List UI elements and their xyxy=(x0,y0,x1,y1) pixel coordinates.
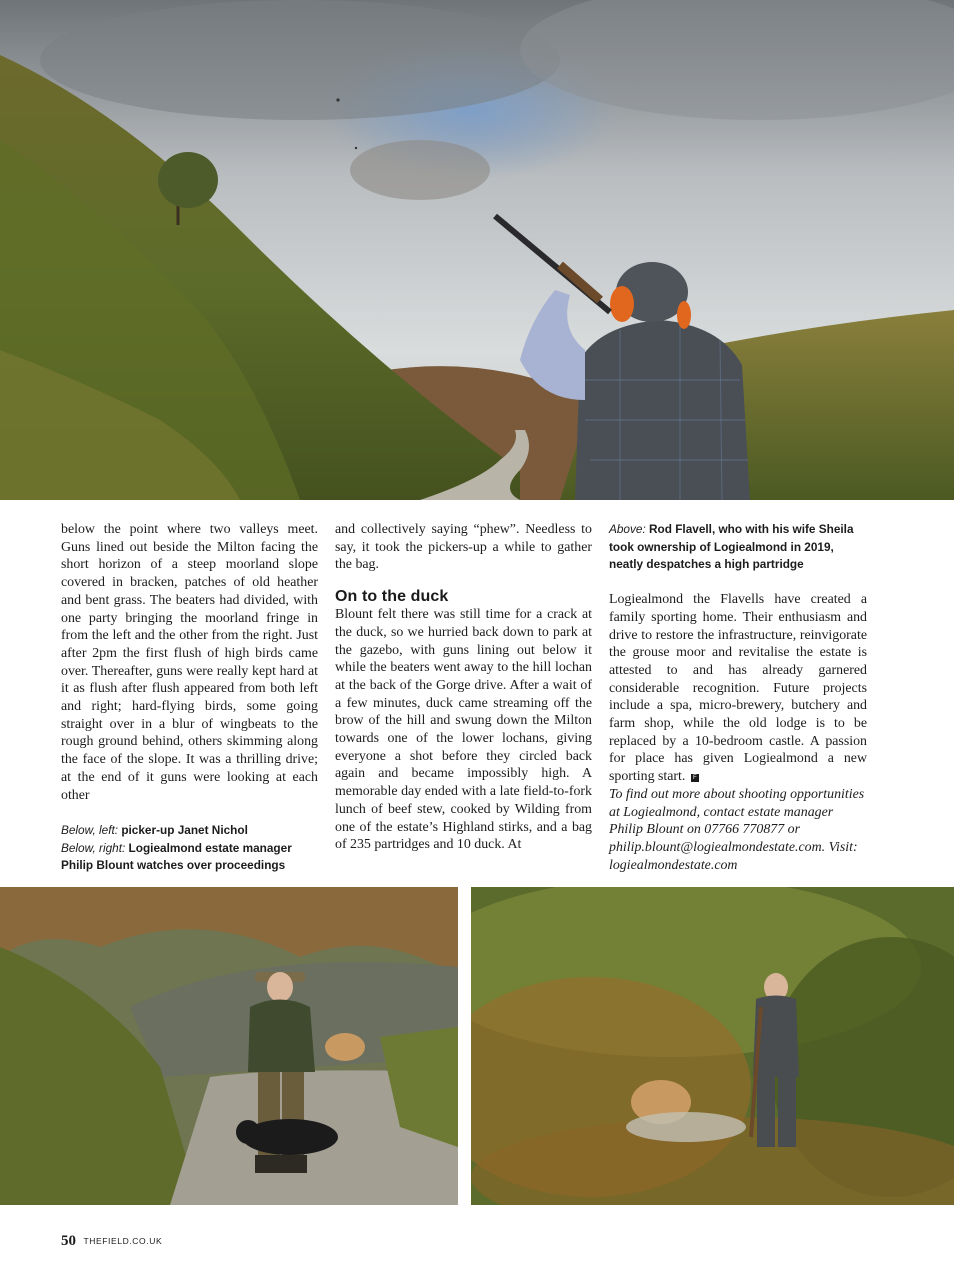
photo-caption-left: Below, left: picker-up Janet Nichol xyxy=(61,822,248,837)
top-photo-illustration xyxy=(0,0,954,500)
photo-caption-above: Above: Rod Flavell, who with his wife Sheila took ownership of Logiealmond in 2019, neatly despatches a high partridge xyxy=(609,522,854,572)
page-number: 50 xyxy=(61,1233,76,1249)
end-mark-icon: F xyxy=(691,774,699,782)
photo-bottom-right-illustration xyxy=(471,887,954,1205)
photo-caption-right: Below, right: Logiealmond estate manager Philip Blount watches over proceedings xyxy=(61,840,292,873)
subheading: On to the duck xyxy=(335,588,449,606)
page-footer xyxy=(61,1232,162,1250)
top-photo xyxy=(0,0,954,500)
body-text: Blount felt there was still time for a crack at the duck, so we hurried back down to park at the gazebo, with guns lining out below it while the beaters went away to the hill lochan at the back of the Gorge drive. After a wait of a few minutes, duck came streaming off the brow of the hill and swung down the Milton towards one of the lower lochans, giving everyone a shot before they circled back again and became impossibly high. A memorable day ended with a late field-to-fork lunch of beef stew, cooked by Wilding from one of the estate’s Highland stirks, and a bag of 235 partridges and 10 duck. At xyxy=(335,607,592,853)
photo-bottom-left xyxy=(0,887,458,1205)
photo-bottom-left-illustration xyxy=(0,887,458,1205)
contact-info: To find out more about shooting opportunities at Logiealmond, contact estate manager Philip Blount on 07766 770877 or philip.blount@logiealmondestate.com. Visit: logiealmondestate.com xyxy=(609,786,865,873)
column-3 xyxy=(609,521,867,874)
site-url: THEFIELD.CO.UK xyxy=(83,1236,163,1246)
photo-bottom-right xyxy=(471,887,954,1205)
column-1 xyxy=(61,521,318,875)
body-text: and collectively saying “phew”. Needless to say, it took the pickers-up a while to gather the bag. xyxy=(335,522,592,573)
body-text: below the point where two valleys meet. Guns lined out beside the Milton facing the short horizon of a steep moorland slope covered in bracken, patches of old heather and bent grass. The beaters had divided, with one party bringing the moorland fringe in from the left and the other from the right. Just after 2pm the first flush of high birds came over. Thereafter, guns were really kept hard at it as flush after flush appeared from both left and right; hard-flying birds, some going straight over in a blur of wingbeats to the rough ground behind, others skimming along the face of the slope. It was a thrilling drive; at the end of it guns were looking at each other xyxy=(61,522,318,803)
column-2 xyxy=(335,521,592,854)
body-text: Logiealmond the Flavells have created a family sporting home. Their enthusiasm and drive to restore the infrastructure, reinvigorate the grouse moor and revitalise the estate is attested to and has already garnered considerable recognition. Future projects include a spa, micro-brewery, butchery and farm shop, while the old lodge is to be replaced by a 10-bedroom castle. A passion for place has given Logiealmond a new sporting start. F xyxy=(609,592,867,785)
